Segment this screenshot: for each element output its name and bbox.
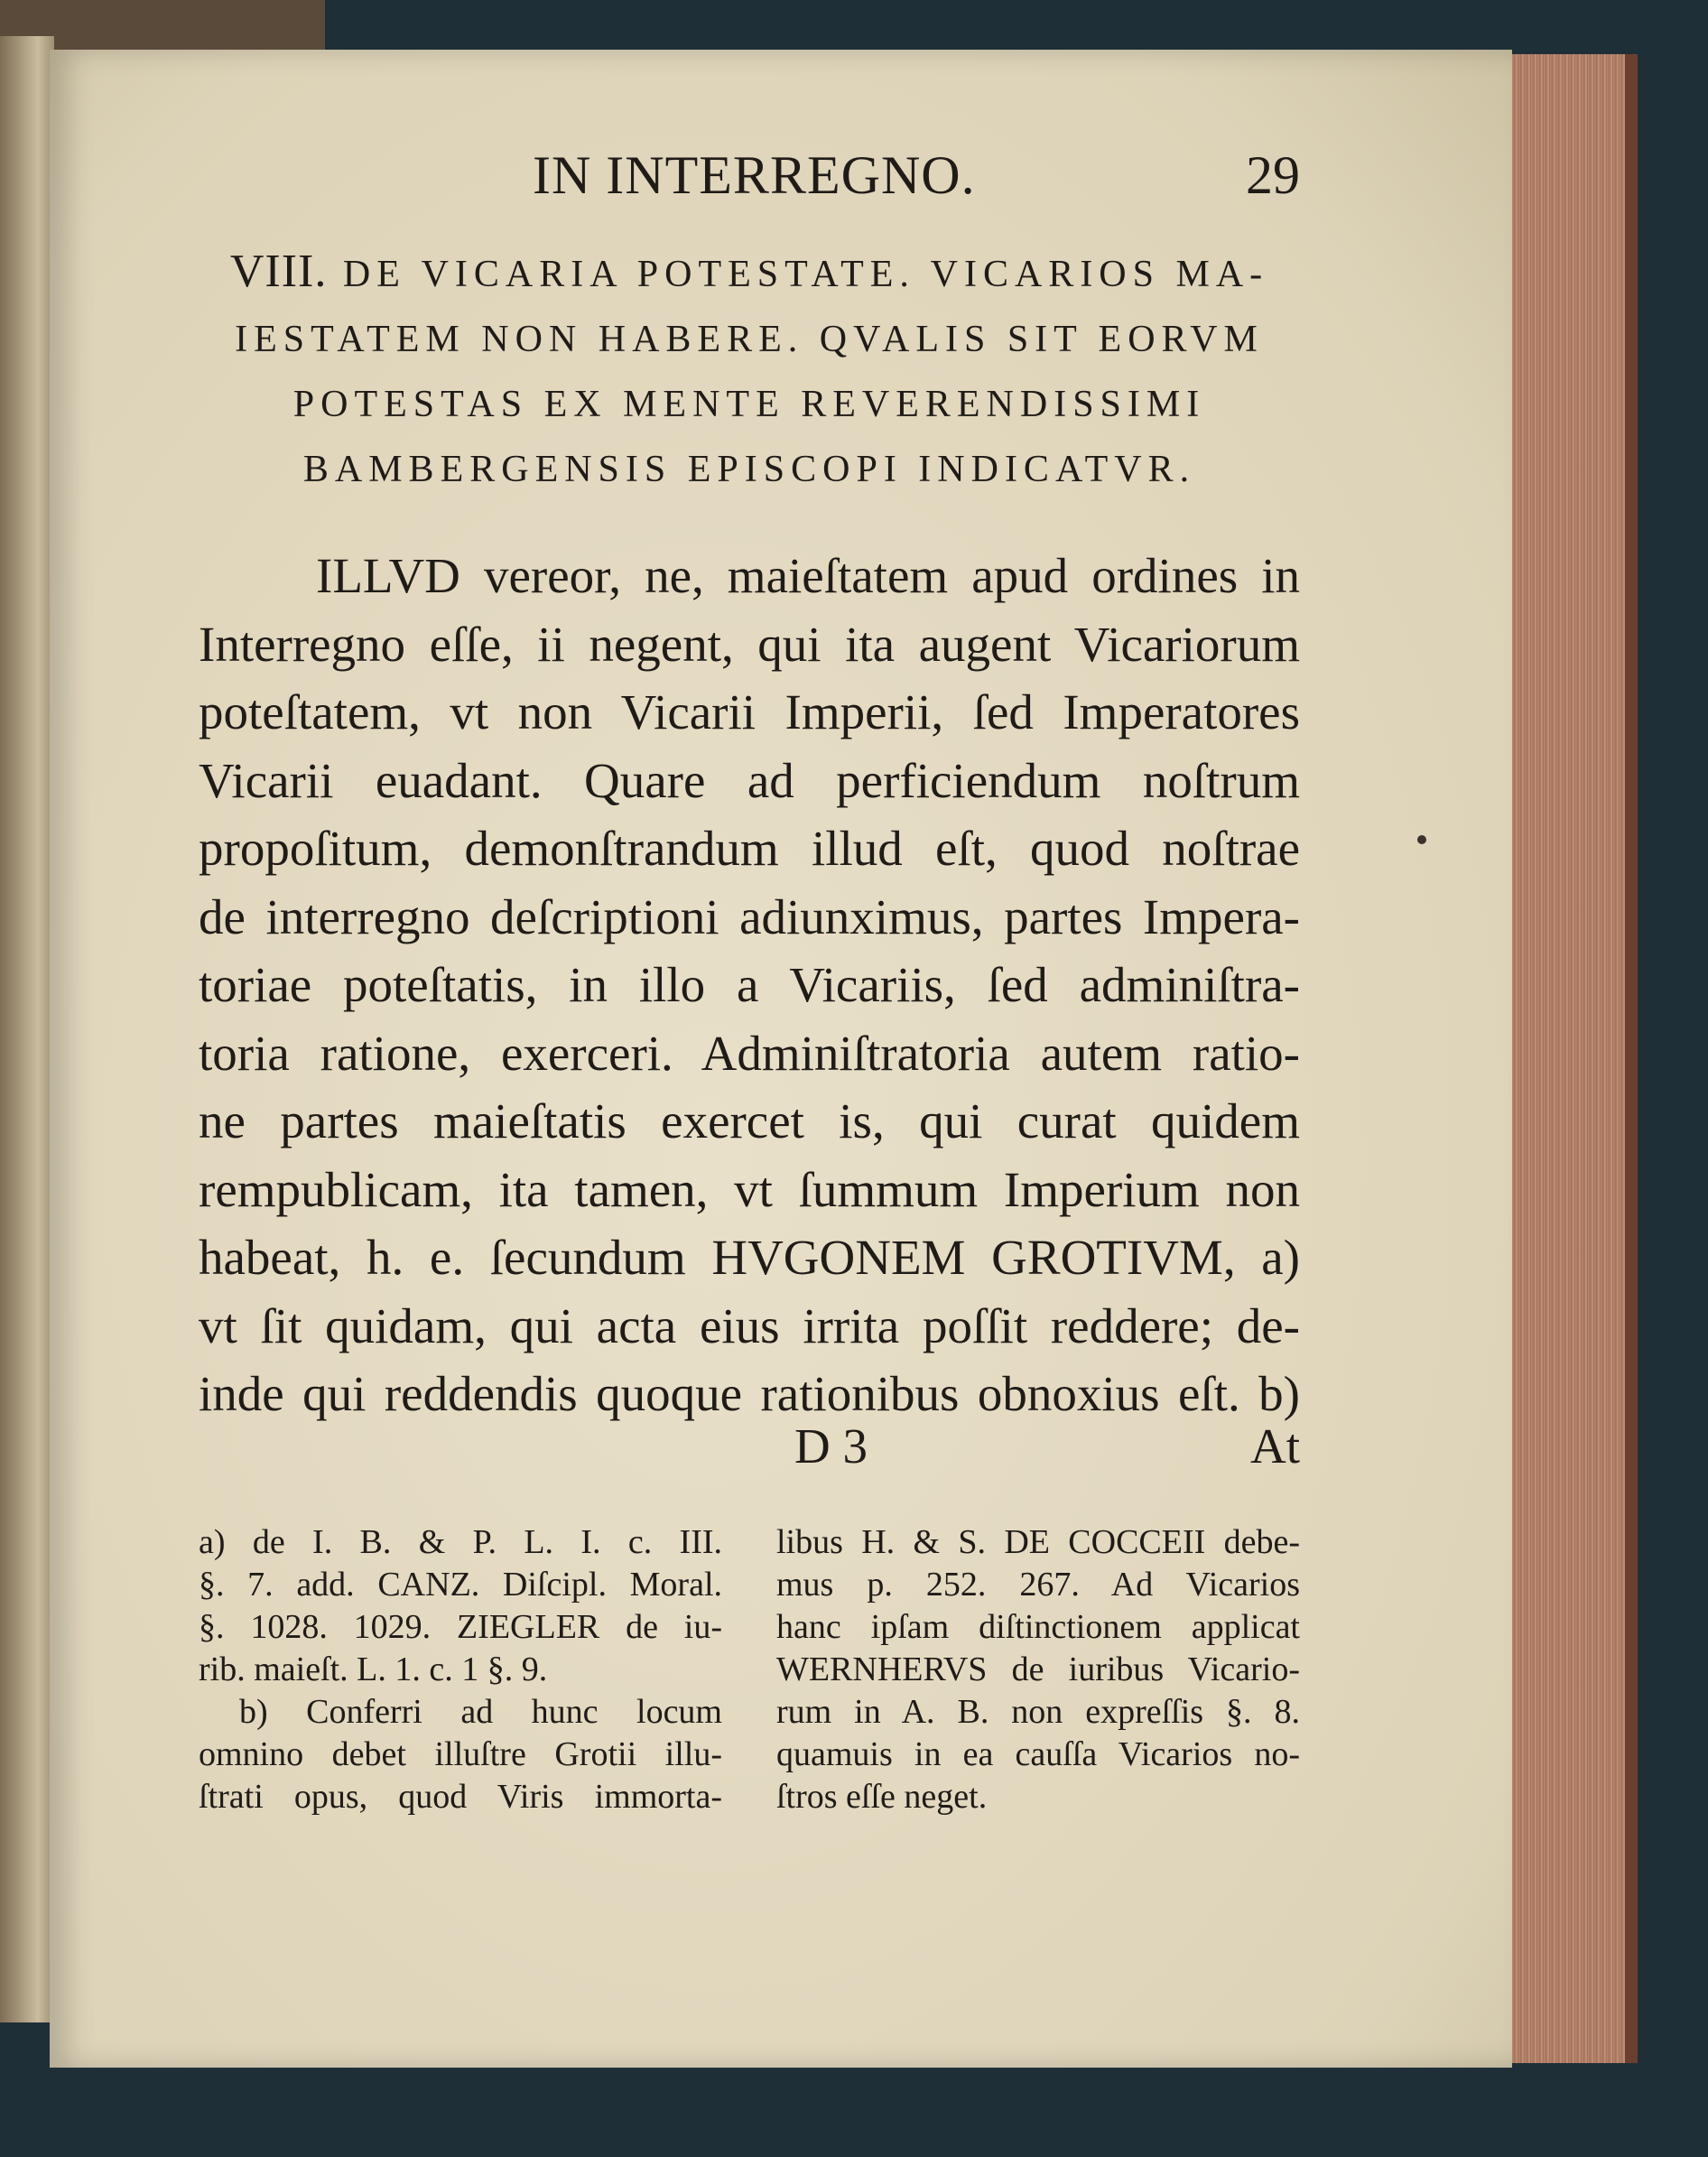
footnote-line: ſtros eſſe neget. bbox=[776, 1778, 988, 1816]
page-stack-edge bbox=[1512, 54, 1634, 2063]
page-number: 29 bbox=[1246, 145, 1300, 205]
footnote-line: §. 7. add. CANZ. Diſcipl. Moral. bbox=[199, 1566, 722, 1604]
catchword: At bbox=[1250, 1418, 1300, 1474]
paragraph-line: Vicarii euadant. Quare ad perficiendum noſtrum bbox=[199, 752, 1300, 808]
footnote-line: quamuis in ea cauſſa Vicarios no- bbox=[776, 1735, 1300, 1773]
footnote-line: mus p. 252. 267. Ad Vicarios bbox=[776, 1566, 1300, 1604]
book-cover-edge bbox=[1625, 54, 1638, 2063]
main-paragraph bbox=[199, 542, 1300, 1428]
footnote-line: ſtrati opus, quod Viris immorta- bbox=[199, 1778, 722, 1816]
footnote-line: rum in A. B. non expreſſis §. 8. bbox=[776, 1693, 1300, 1731]
paragraph-line: rempublicam, ita tamen, vt ſummum Imperium non bbox=[199, 1161, 1300, 1217]
footnotes bbox=[199, 1521, 1300, 1816]
heading-line bbox=[199, 239, 1300, 307]
footnote-column-left bbox=[199, 1521, 722, 1818]
footnote-column-right bbox=[776, 1521, 1300, 1818]
footnote-line: b) Conferri ad hunc locum bbox=[239, 1693, 722, 1731]
running-head: IN INTERREGNO. bbox=[533, 145, 976, 205]
signature-line bbox=[199, 1418, 1300, 1481]
paragraph-line: Interregno eſſe, ii negent, qui ita augent Vicariorum bbox=[199, 616, 1300, 672]
paragraph-line: ne partes maieſtatis exercet is, qui curat quidem bbox=[199, 1093, 1300, 1148]
paragraph-line: inde qui reddendis quoque rationibus obnoxius eſt. b) bbox=[199, 1366, 1300, 1421]
section-number: VIII. bbox=[229, 246, 328, 297]
paragraph-line: de interregno deſcriptioni adiunximus, partes Impera- bbox=[199, 888, 1300, 944]
footnote-line: rib. maieſt. L. 1. c. 1 §. 9. bbox=[199, 1650, 548, 1688]
footnote-line: a) de I. B. & P. L. I. c. III. bbox=[199, 1523, 722, 1561]
footnote-line: omnino debet illuſtre Grotii illu- bbox=[199, 1735, 722, 1773]
heading-line: BAMBERGENSIS EPISCOPI INDICATVR. bbox=[302, 449, 1196, 490]
footnote-line: §. 1028. 1029. ZIEGLER de iu- bbox=[199, 1608, 722, 1646]
footnote-line: WERNHERVS de iuribus Vicario- bbox=[776, 1650, 1300, 1688]
paragraph-line: poteſtatem, vt non Vicarii Imperii, ſed Imperatores bbox=[199, 684, 1300, 739]
paragraph-line: propoſitum, demonſtrandum illud eſt, quod noſtrae bbox=[199, 821, 1300, 876]
paragraph-line: habeat, h. e. ſecundum HVGONEM GROTIVM, a) bbox=[199, 1230, 1300, 1285]
paragraph-line: vt ſit quidam, qui acta eius irrita poſſit reddere; de- bbox=[199, 1297, 1300, 1353]
section-heading bbox=[199, 239, 1300, 502]
ink-spot bbox=[1417, 835, 1426, 844]
footnote-line: libus H. & S. DE COCCEII debe- bbox=[776, 1523, 1300, 1561]
paragraph-line: ILLVD vereor, ne, maieſtatem apud ordines in bbox=[316, 548, 1300, 603]
facing-page-edge bbox=[0, 36, 54, 2022]
page-header bbox=[199, 144, 1300, 226]
heading-line: POTESTAS EX MENTE REVERENDISSIMI bbox=[292, 384, 1206, 425]
heading-line-text: DE VICARIA POTESTATE. VICARIOS MA- bbox=[342, 254, 1269, 295]
footnote-line: hanc ipſam diſtinctionem applicat bbox=[776, 1608, 1300, 1646]
signature-mark: D 3 bbox=[794, 1418, 868, 1474]
heading-line: IESTATEM NON HABERE. QVALIS SIT EORVM bbox=[235, 319, 1264, 360]
paragraph-line: toria ratione, exerceri. Adminiſtratoria autem ratio- bbox=[199, 1025, 1300, 1081]
paragraph-line: toriae poteſtatis, in illo a Vicariis, ſed adminiſtra- bbox=[199, 957, 1300, 1012]
